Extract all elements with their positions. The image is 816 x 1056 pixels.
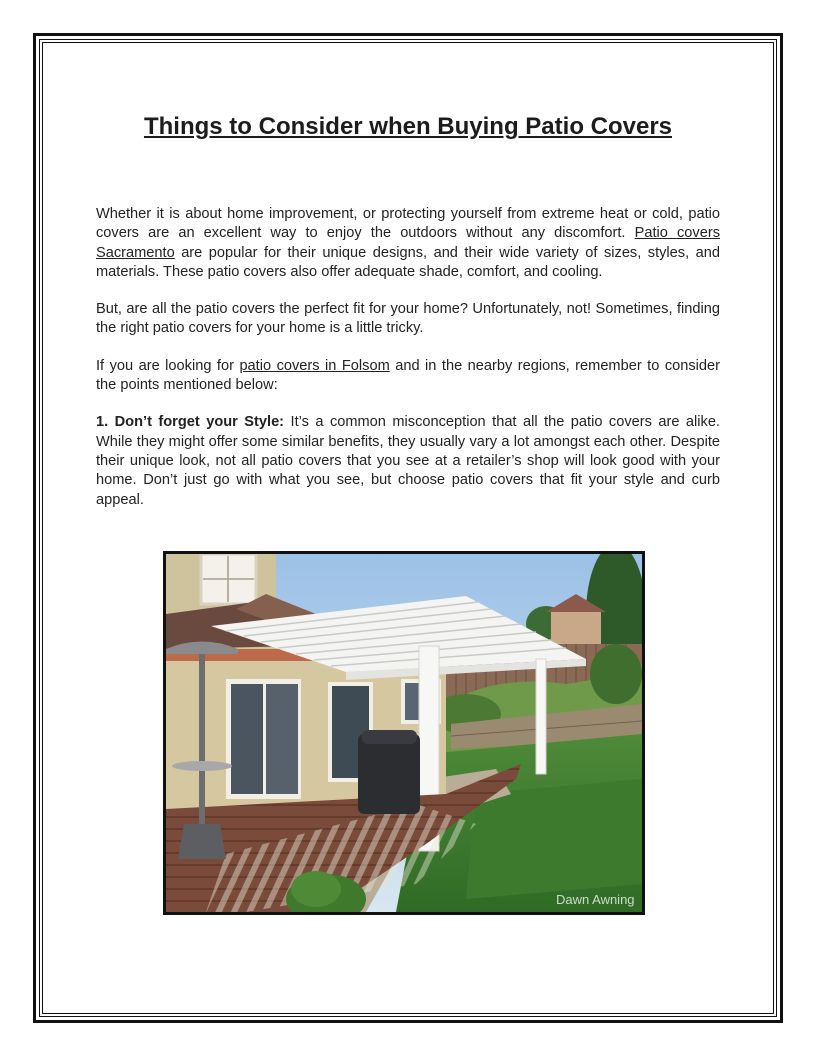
folsom-text-continued: and in the nearby regions, remember to consider the points mentioned below: xyxy=(96,357,720,394)
link-patio-covers-folsom[interactable]: patio covers in Folsom xyxy=(239,357,390,374)
paragraph-question: But, are all the patio covers the perfect fit for your home? Unfortunately, not! Sometimes, finding the right patio covers for your home is a little tricky. xyxy=(96,301,720,337)
article-body xyxy=(96,205,720,528)
style-text: It’s a common misconception that all the patio covers are alike. While they might offer some similar benefits, they usually vary a lot amongst each other. Despite their unique look, not all patio covers that you see at a retailer’s shop will look good with your home. Don’t just go with what you see, but choose patio covers that fit your style and curb appeal. xyxy=(96,414,720,508)
link-patio-covers-sacramento[interactable]: Patio covers Sacramento xyxy=(96,225,720,261)
page-title: Things to Consider when Buying Patio Covers xyxy=(143,113,673,140)
patio-cover-photo xyxy=(163,551,645,915)
intro-text: Whether it is about home improvement, or protecting yourself from extreme heat or cold, patio covers are an excellent way to enjoy the outdoors without any discomfort. xyxy=(96,206,720,242)
folsom-text: If you are looking for xyxy=(96,357,240,374)
style-heading: 1. Don’t forget your Style: xyxy=(96,414,285,431)
photo-watermark: Dawn Awning xyxy=(556,892,635,907)
paragraph-style xyxy=(96,413,720,509)
paragraph-intro xyxy=(96,205,720,282)
intro-text-continued: are popular for their unique designs, and their wide variety of sizes, styles, and materials. These patio covers also offer adequate shade, comfort, and cooling. xyxy=(96,244,720,280)
paragraph-folsom xyxy=(96,357,720,396)
